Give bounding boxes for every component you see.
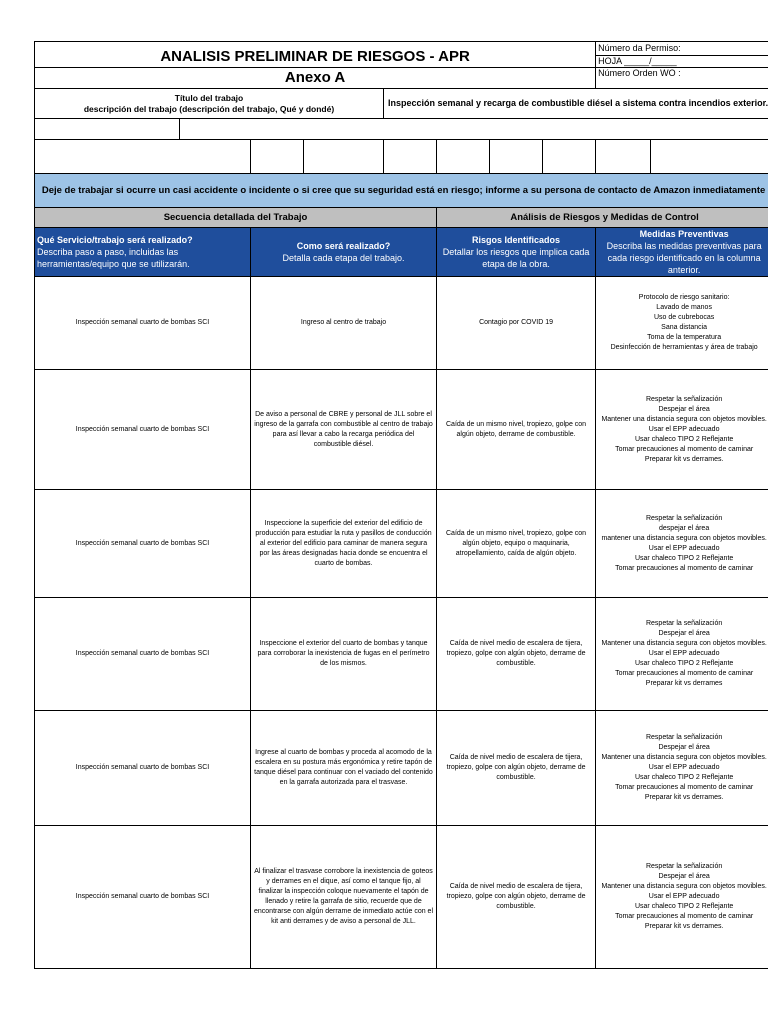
how-cell: Inspeccione la superficie del exterior del edificio de producción para estudiar la ruta y pasillos de conducción al exterior del edificio para caminar de manera segura por las áreas designadas hacia donde se encuentra el cuarto de bombas. — [251, 490, 437, 598]
form-title: ANALISIS PRELIMINAR DE RIESGOS - APR — [35, 42, 596, 68]
empty-cell — [651, 140, 768, 174]
apr-form-table — [34, 41, 768, 969]
measures-cell — [596, 490, 768, 598]
measure-line: Despejar el área — [658, 405, 710, 413]
empty-cell — [304, 140, 384, 174]
measure-line: Tomar precauciones al momento de caminar — [615, 564, 754, 572]
how-cell: Inspeccione el exterior del cuarto de bombas y tanque para corroborar la inexistencia de fugas en el perímetro de los mismos. — [251, 598, 437, 711]
column-header-title: Medidas Preventivas — [639, 229, 729, 239]
empty-cell — [35, 140, 251, 174]
empty-cell — [251, 140, 304, 174]
measure-line: Usar chaleco TIPO 2 Reflejante — [634, 554, 734, 562]
job-title-label-line1: Título del trabajo — [174, 92, 244, 103]
measure-line: Protocolo de riesgo sanitario: — [638, 294, 730, 301]
column-header-risks — [437, 228, 596, 277]
measure-line: Respetar la señalización — [645, 395, 723, 403]
empty-cell — [596, 140, 651, 174]
column-header-title: Risgos Identificados — [472, 235, 561, 245]
measure-line: Preparar kit vs derrames — [645, 680, 723, 687]
measure-line: Usar el EPP adecuado — [648, 425, 720, 433]
column-header-how — [251, 228, 437, 277]
measure-line: despejar el área — [659, 524, 710, 532]
risks-cell: Caída de nivel medio de escalera de tijera, tropiezo, golpe con algún objeto, derrame de combustible. — [437, 711, 596, 826]
measure-line: Tomar precauciones al momento de caminar — [615, 784, 754, 791]
column-header-desc: Describa las medidas preventivas para cada riesgo identificado en la columna anterior. — [606, 241, 762, 275]
risks-cell: Caída de un mismo nivel, tropiezo, golpe con algún objeto, derrame de combustible. — [437, 370, 596, 490]
measure-line: Preparar kit vs derrames. — [644, 794, 724, 801]
measure-line: mantener una distancia segura con objetos movibles. — [601, 534, 767, 542]
measure-line: Respetar la señalización — [645, 863, 723, 870]
job-title-value: Inspección semanal y recarga de combustible diésel a sistema contra incendios exterior. — [384, 89, 768, 119]
measure-line: Mantener una distancia segura con objetos movibles. — [601, 883, 767, 890]
permit-number-label: Número da Permiso: — [596, 42, 768, 56]
job-title-label — [35, 89, 384, 119]
measure-line: Preparar kit vs derrames. — [644, 923, 724, 930]
how-cell: De aviso a personal de CBRE y personal de JLL sobre el ingreso de la garrafa con combustible al centro de trabajo para así llevar a cabo la recarga periódica del combustible diésel. — [251, 370, 437, 490]
how-cell: Ingrese al cuarto de bombas y proceda al acomodo de la escalera en su postura más ergonómica y retire tapón de tanque diésel para continuar con el vaciado del contenido en la garrafa autorizada para el trasvase. — [251, 711, 437, 826]
service-cell: Inspección semanal cuarto de bombas SCI — [35, 826, 251, 969]
service-cell: Inspección semanal cuarto de bombas SCI — [35, 711, 251, 826]
measure-line: Lavado de manos — [656, 304, 712, 311]
empty-cell — [384, 140, 437, 174]
order-number-label: Número Orden WO : — [596, 68, 768, 89]
column-header-desc: Detalla cada etapa del trabajo. — [282, 253, 405, 263]
measure-line: Despejar el área — [658, 630, 710, 637]
service-cell: Inspección semanal cuarto de bombas SCI — [35, 490, 251, 598]
table-row — [35, 711, 768, 826]
service-cell: Inspección semanal cuarto de bombas SCI — [35, 277, 251, 370]
measure-line: Sana distancia — [661, 324, 708, 331]
empty-cell — [180, 119, 768, 140]
apr-form-sheet — [34, 41, 768, 969]
risks-cell: Caída de nivel medio de escalera de tijera, tropiezo, golpe con algún objeto, derrame de combustible. — [437, 598, 596, 711]
empty-cell — [35, 119, 180, 140]
table-row — [35, 826, 768, 969]
form-subtitle: Anexo A — [35, 68, 596, 89]
risks-cell: Contagio por COVID 19 — [437, 277, 596, 370]
measure-line: Usar chaleco TIPO 2 Reflejante — [634, 903, 734, 910]
measures-cell — [596, 598, 768, 711]
job-title-label-line2: descripción del trabajo (descripción del trabajo, Qué y dondé) — [83, 103, 335, 114]
measure-line: Despejar el área — [658, 744, 710, 751]
empty-cell — [490, 140, 543, 174]
measure-line: Tomar precauciones al momento de caminar — [615, 670, 754, 677]
measure-line: Mantener una distancia segura con objetos movibles. — [601, 640, 767, 647]
sheet-number-label: HOJA _____/_____ — [596, 56, 768, 68]
table-row — [35, 490, 768, 598]
measure-line: Despejar el área — [658, 873, 710, 880]
measure-line: Tomar precauciones al momento de caminar — [615, 445, 754, 453]
risks-cell: Caída de un mismo nivel, tropiezo, golpe con algún objeto, equipo o maquinaria, atropellamiento, caída de algún objeto. — [437, 490, 596, 598]
measure-line: Usar el EPP adecuado — [648, 544, 720, 552]
how-cell: Al finalizar el trasvase corrobore la inexistencia de goteos y derrames en el dique, así como el tanque fijo, al finalizar la inspección coloque nuevamente el tapón de llenado y retire la garrafa de sitio, recuerde que de encontrarse con algún derrame de inmediato actúe con el kit anti derrames y de aviso a personal de JLL. — [251, 826, 437, 969]
column-header-measures — [596, 228, 768, 277]
measures-cell — [596, 711, 768, 826]
empty-cell — [437, 140, 490, 174]
table-row — [35, 370, 768, 490]
measure-line: Usar el EPP adecuado — [648, 764, 720, 771]
service-cell: Inspección semanal cuarto de bombas SCI — [35, 598, 251, 711]
service-cell: Inspección semanal cuarto de bombas SCI — [35, 370, 251, 490]
measure-line: Usar chaleco TIPO 2 Reflejante — [634, 660, 734, 667]
measure-line: Respetar la señalización — [645, 734, 723, 741]
measure-line: Respetar la señalización — [645, 620, 723, 627]
how-cell: Ingreso al centro de trabajo — [251, 277, 437, 370]
section-header-sequence: Secuencia detallada del Trabajo — [35, 208, 437, 228]
measures-cell — [596, 826, 768, 969]
measure-line: Mantener una distancia segura con objetos movibles. — [601, 754, 767, 761]
column-header-title: Como será realizado? — [296, 241, 391, 251]
measure-line: Usar el EPP adecuado — [648, 893, 720, 900]
measure-line: Tomar precauciones al momento de caminar — [615, 913, 754, 920]
table-row — [35, 598, 768, 711]
measure-line: Usar el EPP adecuado — [648, 650, 720, 657]
measures-cell — [596, 370, 768, 490]
measure-line: Mantener una distancia segura con objetos movibles. — [601, 415, 767, 423]
table-row — [35, 277, 768, 370]
measure-line: Uso de cubrebocas — [653, 314, 715, 321]
safety-banner: Deje de trabajar si ocurre un casi accidente o incidente o si cree que su seguridad está en riesgo; informe a su persona de contacto de Amazon inmediatamente — [35, 174, 768, 208]
section-header-risk-analysis: Análisis de Riesgos y Medidas de Control — [437, 208, 768, 228]
measure-line: Desinfección de herramientas y área de trabajo — [610, 344, 758, 351]
measure-line: Usar chaleco TIPO 2 Reflejante — [634, 774, 734, 781]
measure-line: Preparar kit vs derrames. — [644, 455, 724, 463]
measures-cell — [596, 277, 768, 370]
empty-cell — [543, 140, 596, 174]
measure-line: Toma de la temperatura — [647, 334, 722, 341]
column-header-desc: Detallar los riesgos que implica cada etapa de la obra. — [442, 247, 590, 269]
column-header-title: Qué Servicio/trabajo será realizado? — [37, 235, 193, 245]
measure-line: Respetar la señalización — [645, 514, 723, 522]
measure-line: Usar chaleco TIPO 2 Reflejante — [634, 435, 734, 443]
column-header-service — [35, 228, 251, 277]
risks-cell: Caída de nivel medio de escalera de tijera, tropiezo, golpe con algún objeto, derrame de combustible. — [437, 826, 596, 969]
column-header-desc: Describa paso a paso, incluidas las herramientas/equipo que se utilizarán. — [37, 247, 190, 269]
